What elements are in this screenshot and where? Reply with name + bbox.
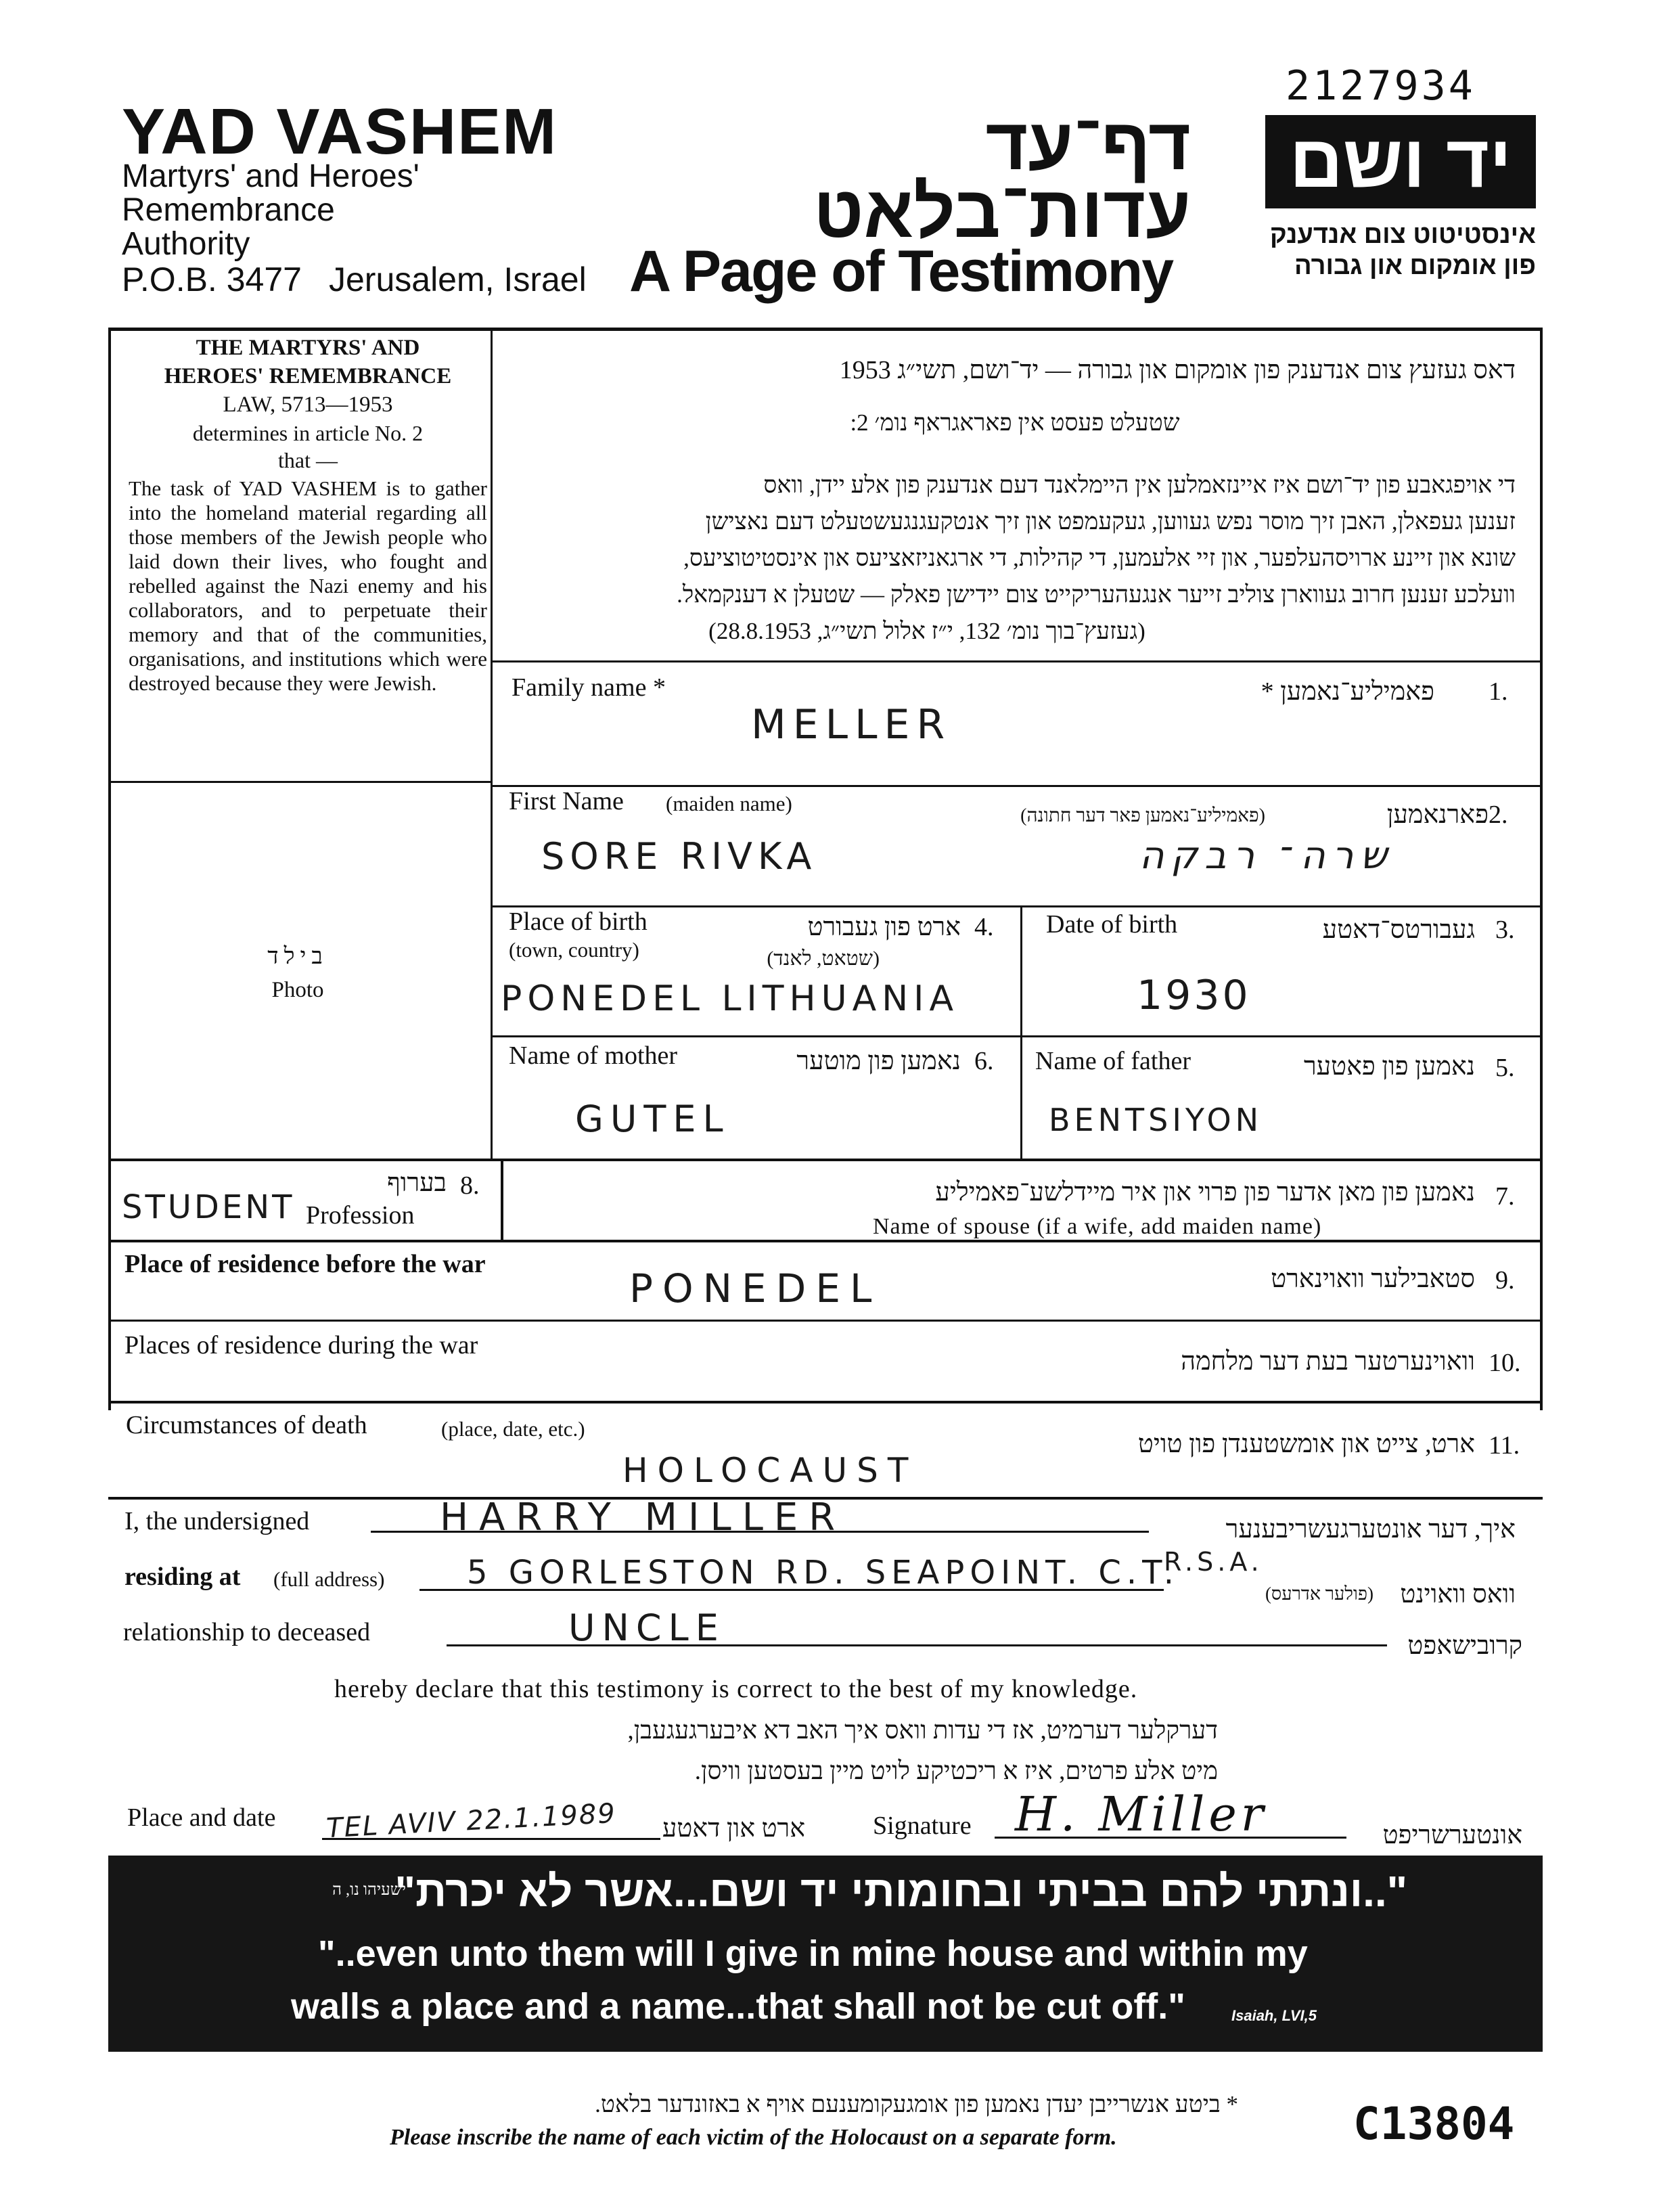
mother-name-label: Name of mother [509, 1041, 678, 1070]
place-of-birth-label-note: (town, country) [509, 938, 639, 962]
form-border-right [1540, 328, 1543, 1410]
law-hebrew-subtitle: שטעלט פעסט אין פאראגראף נומ׳ 2: [850, 409, 1180, 436]
logo-caption: פון אומקום און גבורה [1294, 252, 1536, 280]
address-value[interactable]: 5 GORLESTON RD. SEAPOINT. C.T. [467, 1554, 1179, 1592]
mother-name-value[interactable]: GUTEL [575, 1098, 730, 1140]
date-of-birth-value[interactable]: 1930 [1137, 972, 1251, 1019]
relationship-value[interactable]: UNCLE [568, 1606, 725, 1649]
banner-english-ref: Isaiah, LVI,5 [1231, 2007, 1317, 2024]
profession-value[interactable]: STUDENT [122, 1188, 295, 1226]
residing-label-hebrew: וואס וואוינט [1400, 1580, 1516, 1609]
mother-name-label-hebrew: נאמען פון מוטער [796, 1047, 961, 1075]
place-of-birth-label-hebrew: ארט פון געבורט [807, 913, 961, 941]
law-hebrew-title: דאס געזעץ צום אנדענק פון אומקום און גבורה — יד־ושם, תשי״ג 1953 [839, 356, 1516, 384]
logo-caption: אינסטיטוט צום אנדענק [1269, 221, 1536, 249]
header-subtitle-line: Martyrs' and Heroes' [122, 158, 419, 194]
family-name-label-hebrew: פאמיליע־נאמען * [1261, 677, 1434, 706]
date-of-birth-label: Date of birth [1046, 910, 1178, 939]
law-hebrew-line: וועלכע זענען חרוב געווארן צוליב זייער אנגעהעריקייט צום יידישן פאלק — שטעלן א דענקמאל. [677, 581, 1516, 608]
date-of-birth-label-hebrew: געבורטס־דאטע [1322, 916, 1475, 944]
form-divider [493, 1035, 1541, 1037]
law-hebrew-ref: (געזעץ־בוך נומ׳ 132, י״ז אלול תשי״ג, 28.8.1953) [708, 618, 1145, 644]
place-date-label-hebrew: ארט און דאטע [662, 1814, 805, 1843]
circumstances-value[interactable]: HOLOCAUST [622, 1451, 918, 1490]
declaration-text: hereby declare that this testimony is correct to the best of my knowledge. [334, 1675, 1138, 1703]
form-divider [493, 660, 1541, 662]
form-divider [493, 785, 1541, 787]
form-divider [108, 1320, 1543, 1322]
form-border-left [108, 328, 111, 1410]
banner-english-line: "..even unto them will I give in mine house and within my [318, 1933, 1308, 1974]
relationship-label: relationship to deceased [123, 1618, 371, 1646]
field-number: 3. [1495, 916, 1515, 944]
spouse-label-hebrew: נאמען פון מאן אדער פון פרוי און איר מיידלשע־פאמיליע [935, 1178, 1475, 1207]
form-divider [108, 1159, 1543, 1161]
yad-vashem-logo: יד ושם [1265, 115, 1536, 208]
banner-hebrew-quote: "..ונתתי להם בביתי ובחומותי יד ושם...אשר לא יכרת" [394, 1867, 1407, 1916]
undersigned-label: I, the undersigned [124, 1507, 310, 1535]
field-number: 7. [1495, 1182, 1515, 1211]
father-name-label-hebrew: נאמען פון פאטער [1303, 1052, 1475, 1081]
first-name-label-hebrew: פארנאמען [1386, 801, 1489, 829]
first-name-value[interactable]: SORE RIVKA [541, 835, 817, 878]
first-name-label-hebrew-note: (פאמיליע־נאמען פאר דער חתונה) [1020, 805, 1265, 826]
circumstances-label-hebrew: ארט, צייט און אומשטענדן פון טויט [1137, 1430, 1475, 1458]
header-subtitle-line: Remembrance [122, 192, 335, 228]
place-date-value[interactable]: TEL AVIV 22.1.1989 [325, 1797, 617, 1845]
address-extra-value[interactable]: R.S.A. [1164, 1547, 1263, 1577]
banner-hebrew-ref: ישעיהו נו, ה [332, 1881, 406, 1899]
place-of-birth-label-hebrew-note: (שטאט, לאנד) [767, 947, 880, 970]
form-border-top [108, 328, 1543, 331]
field-number: 9. [1495, 1266, 1515, 1295]
law-heading-line: determines in article No. 2 [192, 421, 424, 445]
spouse-label: Name of spouse (if a wife, add maiden name) [873, 1214, 1322, 1239]
undersigned-label-hebrew: איך, דער אונטערגעשריבענער [1225, 1515, 1516, 1544]
signature-label: Signature [873, 1812, 972, 1840]
circumstances-label: Circumstances of death [126, 1411, 367, 1439]
form-divider [1020, 905, 1022, 1160]
header-pob: P.O.B. 3477 [122, 261, 302, 298]
profession-label-hebrew: בערוף [387, 1169, 447, 1197]
father-name-label: Name of father [1035, 1047, 1191, 1075]
field-number: 6. [974, 1047, 994, 1075]
law-heading-line: that — [278, 448, 338, 472]
law-heading-line: LAW, 5713—1953 [223, 392, 393, 417]
header-subtitle-line: Authority [122, 226, 250, 262]
profession-label: Profession [306, 1201, 415, 1230]
form-divider [108, 1401, 1543, 1403]
photo-label-hebrew: בילד [267, 944, 328, 969]
first-name-label: First Name [509, 787, 624, 815]
place-of-birth-value[interactable]: PONEDEL LITHUANIA [501, 979, 959, 1019]
field-number: 10. [1489, 1349, 1521, 1377]
field-number: 2. [1489, 801, 1508, 829]
first-name-label-note: (maiden name) [666, 792, 792, 815]
relationship-label-hebrew: קרובישאפט [1407, 1632, 1522, 1660]
footer-english-note: Please inscribe the name of each victim of the Holocaust on a separate form. [390, 2125, 1117, 2150]
header-city: Jerusalem, Israel [329, 261, 587, 298]
field-number: 11. [1489, 1431, 1520, 1460]
father-name-value[interactable]: BENTSIYON [1049, 1102, 1263, 1138]
page-title: A Page of Testimony [629, 239, 1173, 304]
banner-english-line: walls a place and a name...that shall not be cut off." [291, 1986, 1185, 2027]
footer-hebrew-note: * ביטע אנשרייבן יעדן נאמען פון אומגעקומענעם אויף א באזונדער בלאט. [595, 2091, 1238, 2117]
photo-label: Photo [271, 978, 324, 1002]
declaration-hebrew: מיט אלע פרטים, איז א ריכטיקע לויט מיין בעסטען וויסן. [694, 1757, 1218, 1785]
header-hebrew-title: דף־עד [985, 103, 1191, 185]
field-number: 1. [1489, 677, 1508, 706]
undersigned-name-value[interactable]: HARRY MILLER [440, 1496, 846, 1540]
header-hebrew-subtitle: עדות־בלאט [813, 171, 1191, 252]
residence-during-label: Places of residence during the war [124, 1331, 478, 1360]
signature-value[interactable]: H. Miller [1015, 1787, 1268, 1842]
law-heading-line: THE MARTYRS' AND [196, 336, 420, 360]
residing-at-label: residing at [124, 1563, 241, 1591]
residence-during-label-hebrew: וואוינערטער בעת דער מלחמה [1181, 1347, 1475, 1376]
residing-label-hebrew-note: (פולער אדרעס) [1265, 1583, 1373, 1604]
footer-form-number: C13804 [1353, 2098, 1515, 2150]
law-hebrew-line: שונא און זיינע ארויסהעלפער, און זיי אלעמען, די קהילות, די ארגאניזאציעס און אינסטיטוציעס, [683, 545, 1516, 571]
residence-before-label-hebrew: סטאבילער וואוינארט [1271, 1265, 1475, 1293]
form-divider [493, 905, 1541, 907]
first-name-value-hebrew[interactable]: שרה־ רבקה [1139, 834, 1394, 878]
family-name-label: Family name * [512, 673, 666, 702]
declaration-hebrew: דערקלער דערמיט, אז די עדות וואס איך האב דא איבערגעגעבן, [627, 1717, 1218, 1745]
residing-at-label-note: (full address) [273, 1567, 385, 1591]
residence-before-label: Place of residence before the war [124, 1250, 486, 1278]
family-name-value[interactable]: MELLER [751, 701, 952, 748]
law-hebrew-line: די אויפגאבע פון יד־ושם איז איינזאמלען אין היימלאנד דעם אנדענק פון אלע יידן, וואס [763, 472, 1516, 498]
law-body: The task of YAD VASHEM is to gather into the homeland material regarding all those members of the Jewish people who laid down their lives, who fought and rebelled against the Nazi enemy and his collaborators, and to perpetuate their memory and that of the communities, organisations, and institutions which were destroyed because they were Jewish. [129, 476, 487, 695]
form-divider [501, 1159, 503, 1240]
header-title: YAD VASHEM [122, 95, 558, 168]
place-of-birth-label: Place of birth [509, 907, 648, 936]
residence-before-value[interactable]: PONEDEL [629, 1265, 882, 1311]
circumstances-label-note: (place, date, etc.) [441, 1417, 585, 1441]
signature-label-hebrew: אונטערשריפט [1382, 1821, 1522, 1849]
form-divider [108, 1240, 1543, 1242]
form-divider [108, 781, 493, 783]
field-number: 4. [974, 913, 994, 941]
place-date-label: Place and date [127, 1803, 276, 1832]
field-number: 8. [460, 1171, 480, 1200]
document-number: 2127934 [1286, 62, 1476, 110]
law-heading-line: HEROES' REMEMBRANCE [164, 364, 452, 388]
field-number: 5. [1495, 1054, 1515, 1082]
law-hebrew-line: זענען געפאלן, האבן זיך מוסר נפש געווען, געקעמפט און זיך אנטקעגנגעשטעלט דעם נאצישן [705, 508, 1516, 535]
